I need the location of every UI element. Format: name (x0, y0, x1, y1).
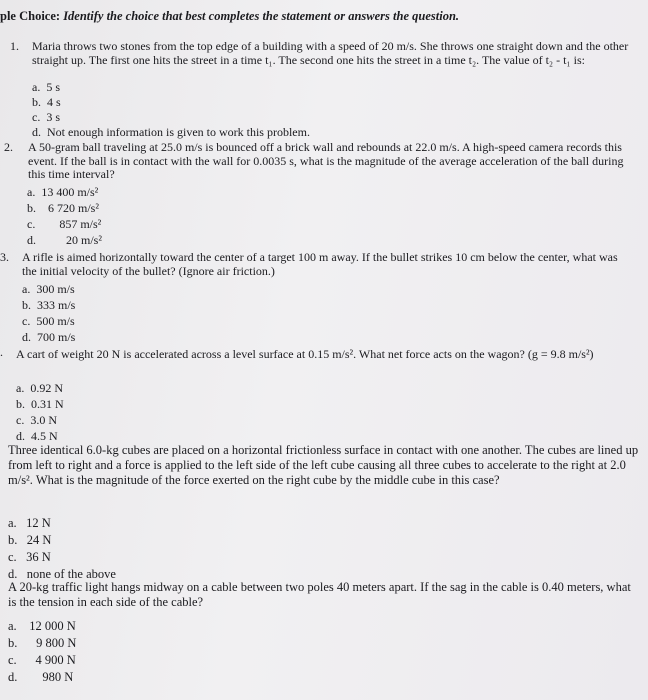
question-stem: Three identical 6.0-kg cubes are placed on a horizontal frictionless surface in contact with one another. The cubes are lined up from left to right and a force is applied to the left side of the left cube causing all three cubes to accelerate to the right at 2.0 m/s². What is the magnitude of the force exerted on the right cube by the middle cube in this case? (8, 443, 639, 487)
question-3 (0, 251, 630, 278)
question-1-option-a: a. 5 s (32, 80, 60, 94)
question-4-option-c: c. 3.0 N (16, 413, 57, 427)
question-5 (8, 443, 640, 488)
question-stem: A 50-gram ball traveling at 25.0 m/s is bounced off a brick wall and rebounds at 22.0 m/s. A high-speed camera records this event. If the ball is in contact with the wall for 0.0035 s, what is the magnitude of the average acceleration of the ball during this time interval? (28, 140, 624, 182)
question-stem: Maria throws two stones from the top edge of a building with a speed of 20 m/s. She throws one straight down and the other straight up. The first one hits the street in a time t₁. The second one hits the street in a time t₂. The value of t₂ - t₁ is: (32, 39, 629, 67)
question-3-option-b: b. 333 m/s (22, 298, 76, 312)
question-2-option-d: d. 20 m/s² (27, 233, 102, 247)
question-3-option-a: a. 300 m/s (22, 282, 75, 296)
worksheet-header (0, 9, 459, 24)
question-4-option-b: b. 0.31 N (16, 397, 64, 411)
header-instruction: Identify the choice that best completes the statement or answers the question. (63, 9, 460, 23)
question-2-option-a: a. 13 400 m/s² (27, 185, 99, 199)
question-5-option-b: b. 24 N (8, 533, 52, 547)
question-5-option-a: a. 12 N (8, 516, 51, 530)
question-1-option-d: d. Not enough information is given to work this problem. (32, 125, 310, 139)
question-4 (0, 345, 635, 362)
question-number: 1. (10, 39, 19, 53)
question-number: 2. (4, 140, 13, 154)
question-3-option-c: c. 500 m/s (22, 314, 75, 328)
question-6-option-b: b. 9 800 N (8, 636, 77, 650)
question-2 (4, 141, 629, 182)
question-stem: A cart of weight 20 N is accelerated across a level surface at 0.15 m/s². What net force acts on the wagon? (g = 9.8 m/s²) (16, 347, 594, 361)
question-6-option-d: d. 980 N (8, 670, 74, 684)
question-6 (8, 580, 638, 610)
question-6-option-a: a. 12 000 N (8, 619, 76, 633)
question-4-option-a: a. 0.92 N (16, 381, 63, 395)
question-number: 3. (0, 250, 9, 264)
question-5-option-d: d. none of the above (8, 567, 116, 581)
question-2-option-c: c. 857 m/s² (27, 217, 102, 231)
header-title: ple Choice: (0, 9, 61, 23)
question-1 (10, 40, 630, 67)
question-2-option-b: b. 6 720 m/s² (27, 201, 99, 215)
question-1-option-b: b. 4 s (32, 95, 61, 109)
question-4-option-d: d. 4.5 N (16, 429, 58, 443)
question-1-option-c: c. 3 s (32, 110, 60, 124)
question-5-option-c: c. 36 N (8, 550, 51, 564)
question-stem: A 20-kg traffic light hangs midway on a cable between two poles 40 meters apart. If the sag in the cable is 0.40 meters, what is the tension in each side of the cable? (8, 580, 631, 609)
question-number: . (0, 345, 3, 359)
question-3-option-d: d. 700 m/s (22, 330, 76, 344)
question-6-option-c: c. 4 900 N (8, 653, 76, 667)
question-stem: A rifle is aimed horizontally toward the center of a target 100 m away. If the bullet strikes 10 cm below the center, what was the initial velocity of the bullet? (Ignore air friction.) (22, 250, 618, 278)
